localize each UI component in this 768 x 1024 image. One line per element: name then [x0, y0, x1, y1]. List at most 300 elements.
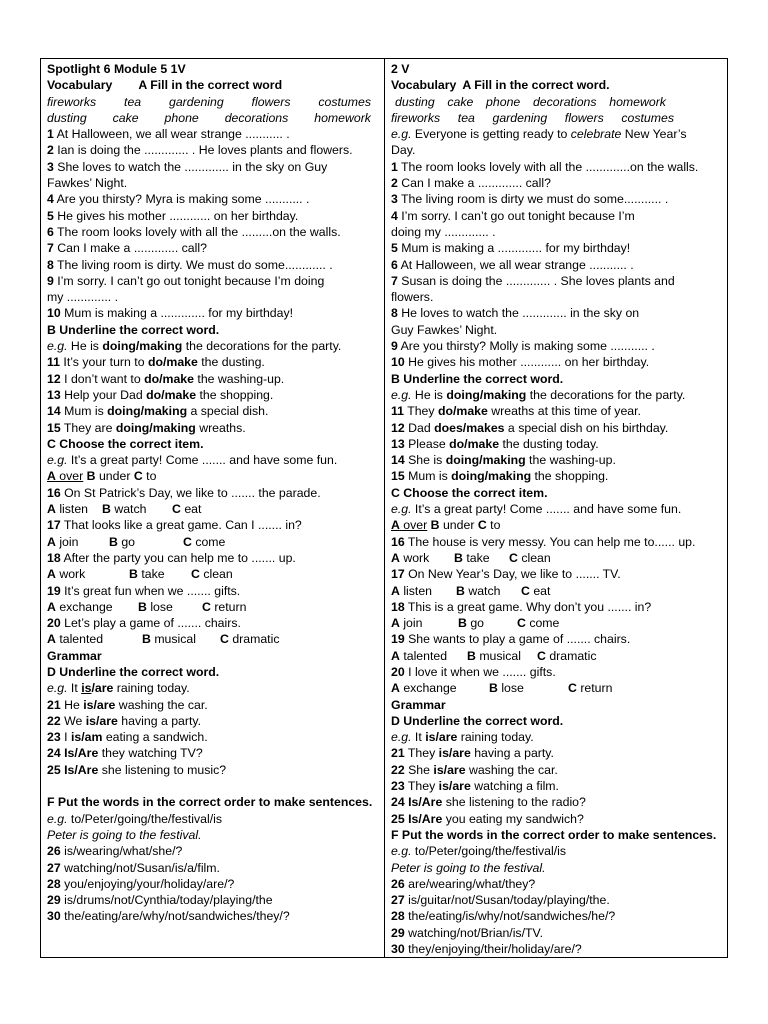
exercise-b-item: 15 Mum is doing/making the shopping. — [391, 469, 609, 484]
word-bank-word: tea — [124, 94, 142, 109]
option-a — [47, 534, 109, 550]
word-choice: is/are — [438, 779, 471, 794]
section-a-example: e.g. Everyone is getting ready to celebrate New Year’s — [391, 127, 687, 142]
exercise-a-item: 7 Can I make a ............. call? — [47, 241, 207, 256]
section-b-heading: B Underline the correct word. — [47, 322, 220, 337]
exercise-d-item: 22 We is/are having a party. — [47, 713, 202, 728]
option-letter: A — [391, 616, 400, 631]
item-number: 12 — [391, 420, 405, 435]
eg-label: e.g. — [391, 730, 412, 745]
item-number: 9 — [391, 339, 398, 354]
item-number: 7 — [391, 273, 398, 288]
item-number: 25 — [47, 762, 61, 777]
word-bank-word: tea — [457, 110, 475, 125]
section-c-heading: C Choose the correct item. — [391, 485, 548, 500]
exercise-a-item: 6 At Halloween, we all wear strange ........... . — [391, 257, 634, 272]
option-letter: C — [537, 648, 546, 663]
item-number: 19 — [47, 583, 61, 598]
section-f-example-answer: Peter is going to the festival. — [391, 860, 546, 875]
exercise-f-item: 26 is/wearing/what/she/? — [47, 844, 183, 859]
section-f-example: e.g. to/Peter/going/the/festival/is — [391, 844, 566, 859]
exercise-f-item: 27 watching/not/Susan/is/a/film. — [47, 860, 220, 875]
exercise-f-item: 28 the/eating/is/why/not/sandwiches/he/? — [391, 909, 616, 924]
item-number: 30 — [47, 909, 61, 924]
option-b — [454, 550, 509, 566]
grammar-heading: Grammar — [391, 697, 446, 712]
exercise-b-item: 14 Mum is doing/making a special dish. — [47, 404, 269, 419]
answer-options — [47, 534, 379, 550]
exercise-a-item: 5 Mum is making a ............. for my birthday! — [391, 241, 631, 256]
word-choice: doing/making — [445, 453, 526, 468]
option-letter: B — [86, 469, 96, 484]
option-a — [47, 501, 102, 517]
exercise-f-item: 26 are/wearing/what/they? — [391, 876, 536, 891]
exercise-f-item: 30 they/enjoying/their/holiday/are/? — [391, 942, 582, 957]
option-b — [109, 534, 183, 550]
answer-options — [47, 501, 379, 517]
option-letter: C — [568, 681, 577, 696]
exercise-a-item: my ............. . — [47, 290, 119, 305]
option-letter: A — [47, 632, 56, 647]
exercise-b-item: 12 Dad does/makes a special dish on his birthday. — [391, 420, 669, 435]
option-a — [47, 599, 138, 615]
item-number: 14 — [47, 404, 61, 419]
option-word: eat — [184, 502, 202, 517]
word-bank-row-2 — [47, 110, 379, 126]
word-bank-word: flowers — [251, 94, 291, 109]
option-word: dramatic — [232, 632, 280, 647]
item-number: 22 — [47, 713, 61, 728]
vocabulary-label: Vocabulary — [391, 78, 457, 93]
option-word: return — [580, 681, 613, 696]
option-a — [391, 615, 458, 631]
word-choice: Is/Are — [64, 762, 99, 777]
item-number: 16 — [391, 534, 405, 549]
option-a — [391, 680, 489, 696]
exercise-b-item: 11 They do/make wreaths at this time of year. — [391, 404, 641, 419]
exercise-a-item: 5 He gives his mother ............ on her birthday. — [47, 208, 299, 223]
exercise-f-item: 30 the/eating/are/why/not/sandwiches/they/? — [47, 909, 290, 924]
item-number: 3 — [47, 159, 54, 174]
answer-options — [391, 615, 722, 631]
option-word: come — [529, 616, 560, 631]
item-number: 22 — [391, 762, 405, 777]
word-bank-word: decorations — [224, 110, 289, 125]
item-number: 23 — [47, 730, 61, 745]
option-word: musical — [154, 632, 196, 647]
option-word: watch — [114, 502, 147, 517]
worksheet-title: Spotlight 6 Module 5 1V — [47, 62, 186, 76]
word-choice: do/make — [146, 387, 197, 402]
worksheet-column-variant-2 — [384, 59, 727, 957]
exercise-a-item: 8 The living room is dirty. We must do some............ . — [47, 257, 333, 272]
eg-label: e.g. — [47, 339, 68, 354]
item-number: 10 — [47, 306, 61, 321]
word-bank-word: costumes — [621, 110, 674, 125]
option-letter: A — [47, 534, 56, 549]
exercise-d-item: 24 Is/Are she listening to the radio? — [391, 795, 586, 810]
exercise-a-item: 10 Mum is making a ............. for my birthday! — [47, 306, 294, 321]
option-word: talented — [59, 632, 104, 647]
exercise-b-item: 13 Help your Dad do/make the shopping. — [47, 387, 274, 402]
word-choice: is/am — [70, 730, 103, 745]
option-c — [517, 615, 577, 631]
word-choice: doing/making — [107, 404, 188, 419]
exercise-f-item: 27 is/guitar/not/Susan/today/playing/the. — [391, 893, 610, 908]
option-word: clean — [521, 550, 551, 565]
word-bank-word: homework — [314, 110, 371, 125]
item-number: 15 — [391, 469, 405, 484]
exercise-a-item: 10 He gives his mother ............ on her birthday. — [391, 355, 650, 370]
worksheet-title: 2 V — [391, 62, 410, 76]
section-a-heading: A Fill in the correct word. — [462, 78, 610, 93]
option-letter: B — [138, 599, 147, 614]
word-choice: do/make — [449, 436, 500, 451]
word-bank-word: gardening — [169, 94, 224, 109]
word-choice: is/are — [83, 697, 116, 712]
word-bank-row-1 — [391, 94, 722, 110]
option-a — [391, 583, 456, 599]
word-choice: is/are — [438, 746, 471, 761]
underlined-answer: is — [81, 681, 92, 696]
word-bank-word: dusting — [395, 94, 435, 109]
option-b — [456, 583, 521, 599]
option-word: talented — [403, 648, 448, 663]
word-choice: doing/making — [102, 339, 183, 354]
option-c — [568, 680, 628, 696]
option-c — [183, 534, 243, 550]
eg-label: e.g. — [391, 502, 412, 517]
eg-label: e.g. — [47, 681, 68, 696]
word-choice: is/are — [81, 681, 114, 696]
option-a — [391, 648, 467, 664]
item-number: 18 — [47, 550, 61, 565]
exercise-c-item: 18 This is a great game. Why don’t you ....... in? — [391, 599, 652, 614]
option-word: lose — [150, 599, 173, 614]
option-letter: B — [430, 518, 440, 533]
item-number: 18 — [391, 599, 405, 614]
answer-options — [391, 680, 722, 696]
exercise-b-item: 11 It’s your turn to do/make the dusting. — [47, 355, 265, 370]
eg-label: e.g. — [391, 387, 412, 402]
eg-label: e.g. — [391, 844, 412, 859]
eg-label: e.g. — [391, 127, 412, 142]
section-c-heading: C Choose the correct item. — [47, 436, 204, 451]
item-number: 17 — [391, 567, 405, 582]
item-number: 29 — [391, 925, 405, 940]
option-word: join — [403, 616, 423, 631]
section-a-heading: A Fill in the correct word — [138, 78, 283, 93]
option-b — [102, 501, 172, 517]
exercise-b-item: 14 She is doing/making the washing-up. — [391, 453, 616, 468]
option-word: go — [121, 534, 135, 549]
exercise-d-item: 21 He is/are washing the car. — [47, 697, 208, 712]
word-choice: doing/making — [451, 469, 532, 484]
option-b — [467, 648, 537, 664]
option-c — [202, 599, 262, 615]
option-word: exchange — [59, 599, 113, 614]
option-letter: A — [47, 502, 56, 517]
word-choice: does/makes — [434, 420, 505, 435]
option-word: take — [141, 567, 165, 582]
section-b-heading: B Underline the correct word. — [391, 371, 564, 386]
exercise-d-item: 25 Is/Are she listening to music? — [47, 762, 227, 777]
option-letter: A — [391, 550, 400, 565]
word-bank-word: phone — [486, 94, 521, 109]
option-letter: B — [129, 567, 138, 582]
word-bank-row-2 — [391, 110, 722, 126]
item-number: 2 — [391, 176, 398, 191]
vocabulary-heading — [47, 77, 379, 93]
word-bank-word: fireworks — [47, 94, 97, 109]
exercise-a-item: 1 At Halloween, we all wear strange ........... . — [47, 127, 290, 142]
exercise-f-item: 29 watching/not/Brian/is/TV. — [391, 925, 543, 940]
option-letter: C — [509, 550, 518, 565]
option-word: listen — [59, 502, 89, 517]
word-choice: Is/Are — [408, 795, 443, 810]
word-choice: do/make — [147, 355, 198, 370]
word-choice: do/make — [144, 371, 194, 386]
exercise-a-item: Guy Fawkes’ Night. — [391, 322, 498, 337]
exercise-c-item: 17 On New Year’s Day, we like to ....... TV. — [391, 567, 621, 582]
section-d-example: e.g. It is/are raining today. — [391, 730, 534, 745]
exercise-f-item: 29 is/drums/not/Cynthia/today/playing/the — [47, 893, 273, 908]
word-bank-word: costumes — [318, 94, 371, 109]
exercise-b-item: 12 I don’t want to do/make the washing-up. — [47, 371, 285, 386]
item-number: 2 — [47, 143, 54, 158]
item-number: 1 — [391, 159, 398, 174]
exercise-a-item: flowers. — [391, 290, 434, 305]
eg-label: e.g. — [47, 811, 68, 826]
item-number: 11 — [391, 404, 404, 419]
item-number: 20 — [391, 664, 405, 679]
word-choice: is/are — [425, 730, 458, 745]
item-number: 13 — [47, 387, 61, 402]
option-word: take — [466, 550, 490, 565]
option-c — [537, 648, 617, 664]
section-c-example: e.g. It’s a great party! Come ....... and have some fun. — [47, 453, 338, 468]
option-a — [47, 566, 129, 582]
option-word: work — [403, 550, 430, 565]
word-bank-word: homework — [609, 94, 666, 109]
option-letter: C — [191, 567, 200, 582]
word-bank-word: fireworks — [391, 110, 441, 125]
item-number: 10 — [391, 355, 405, 370]
answer-options — [391, 648, 722, 664]
option-letter: A — [391, 518, 400, 533]
item-number: 23 — [391, 779, 405, 794]
worksheet-column-variant-1 — [41, 59, 384, 957]
section-c-example-options: A over B under C to — [391, 518, 501, 533]
item-number: 26 — [391, 876, 405, 891]
item-number: 3 — [391, 192, 398, 207]
exercise-d-item: 25 Is/Are you eating my sandwich? — [391, 811, 584, 826]
section-b-example: e.g. He is doing/making the decorations for the party. — [391, 387, 686, 402]
item-number: 21 — [391, 746, 405, 761]
item-number: 9 — [47, 273, 54, 288]
exercise-b-item: 15 They are doing/making wreaths. — [47, 420, 246, 435]
exercise-a-item: 9 I’m sorry. I can’t go out tonight because I’m doing — [47, 273, 325, 288]
eg-label: e.g. — [47, 453, 68, 468]
section-f-heading: F Put the words in the correct order to make sentences. — [47, 795, 373, 810]
word-choice: is/are — [85, 713, 118, 728]
option-b — [489, 680, 568, 696]
exercise-a-item: 1 The room looks lovely with all the .............on the walls. — [391, 159, 699, 174]
option-letter: C — [172, 502, 181, 517]
item-number: 28 — [391, 909, 405, 924]
answer-options — [391, 583, 722, 599]
word-bank-row-1 — [47, 94, 379, 110]
answer-options — [47, 631, 379, 647]
section-d-example: e.g. It is/are raining today. — [47, 681, 190, 696]
item-number: 11 — [47, 355, 60, 370]
option-word: dramatic — [549, 648, 597, 663]
exercise-c-item: 17 That looks like a great game. Can I ....... in? — [47, 518, 302, 533]
section-f-heading: F Put the words in the correct order to make sentences. — [391, 827, 717, 842]
word-choice: is/are — [433, 762, 466, 777]
item-number: 26 — [47, 844, 61, 859]
option-word: exchange — [403, 681, 457, 696]
section-d-heading: D Underline the correct word. — [391, 713, 564, 728]
option-c — [172, 501, 232, 517]
option-letter: B — [142, 632, 151, 647]
option-letter: A — [391, 583, 400, 598]
item-number: 21 — [47, 697, 61, 712]
option-c — [191, 566, 251, 582]
spacer — [47, 778, 379, 794]
word-bank-word: phone — [164, 110, 199, 125]
option-c — [509, 550, 569, 566]
option-word: go — [470, 616, 484, 631]
item-number: 5 — [391, 241, 398, 256]
item-number: 20 — [47, 616, 61, 631]
word-choice: do/make — [437, 404, 488, 419]
exercise-a-item: 2 Ian is doing the ............. . He loves plants and flowers. — [47, 143, 353, 158]
exercise-a-item: 3 The living room is dirty we must do some........... . — [391, 192, 669, 207]
section-d-heading: D Underline the correct word. — [47, 664, 220, 679]
item-number: 25 — [391, 811, 405, 826]
option-word: work — [59, 567, 86, 582]
item-number: 14 — [391, 453, 405, 468]
item-number: 13 — [391, 436, 405, 451]
exercise-f-item: 28 you/enjoying/your/holiday/are/? — [47, 876, 235, 891]
option-letter: A — [47, 599, 56, 614]
item-number: 27 — [391, 893, 405, 908]
item-number: 7 — [47, 241, 54, 256]
option-letter: B — [456, 583, 465, 598]
option-letter: B — [467, 648, 476, 663]
option-letter: B — [109, 534, 118, 549]
section-a-example-cont: Day. — [391, 143, 416, 158]
option-a — [47, 631, 142, 647]
option-b — [458, 615, 517, 631]
option-word: listen — [403, 583, 433, 598]
worksheet-table — [40, 58, 728, 958]
item-number: 30 — [391, 942, 405, 957]
option-letter: A — [47, 567, 56, 582]
option-letter: A — [391, 648, 400, 663]
item-number: 16 — [47, 485, 61, 500]
item-number: 15 — [47, 420, 61, 435]
option-word: musical — [479, 648, 521, 663]
exercise-a-item: 2 Can I make a ............. call? — [391, 176, 551, 191]
word-bank-word: gardening — [492, 110, 548, 125]
exercise-c-item: 19 It’s great fun when we ....... gifts. — [47, 583, 241, 598]
word-choice: Is/Are — [408, 811, 443, 826]
exercise-d-item: 22 She is/are washing the car. — [391, 762, 558, 777]
exercise-d-item: 24 Is/Are they watching TV? — [47, 746, 203, 761]
word-choice: doing/making — [446, 387, 527, 402]
option-letter: C — [517, 616, 526, 631]
word-bank-word: decorations — [532, 94, 597, 109]
answer-options — [391, 550, 722, 566]
exercise-c-item: 18 After the party you can help me to ....... up. — [47, 550, 296, 565]
option-letter: B — [489, 681, 498, 696]
exercise-a-item: 4 I’m sorry. I can’t go out tonight because I’m — [391, 208, 635, 223]
option-letter: C — [202, 599, 211, 614]
exercise-a-item: doing my ............. . — [391, 224, 496, 239]
option-c — [220, 631, 300, 647]
option-b — [142, 631, 220, 647]
option-letter: B — [454, 550, 463, 565]
item-number: 1 — [47, 127, 54, 142]
item-number: 6 — [47, 224, 54, 239]
exercise-a-item: 9 Are you thirsty? Molly is making some ........... . — [391, 339, 655, 354]
section-c-example: e.g. It’s a great party! Come ....... and have some fun. — [391, 502, 682, 517]
item-number: 4 — [47, 192, 54, 207]
vocabulary-label: Vocabulary — [47, 78, 113, 93]
option-word: watch — [468, 583, 501, 598]
exercise-c-item: 20 I love it when we ....... gifts. — [391, 664, 556, 679]
word-bank-word: cake — [447, 94, 474, 109]
answer-options — [47, 566, 379, 582]
grammar-heading: Grammar — [47, 648, 102, 663]
exercise-d-item: 21 They is/are having a party. — [391, 746, 554, 761]
word-choice: doing/making — [115, 420, 196, 435]
option-letter: C — [220, 632, 229, 647]
option-letter: B — [102, 502, 111, 517]
item-number: 5 — [47, 208, 54, 223]
exercise-d-item: 23 They is/are watching a film. — [391, 779, 559, 794]
exercise-a-item: 3 She loves to watch the ............. in the sky on Guy — [47, 159, 328, 174]
item-number: 12 — [47, 371, 61, 386]
word-bank-word: cake — [112, 110, 139, 125]
item-number: 24 — [47, 746, 61, 761]
item-number: 24 — [391, 795, 405, 810]
item-number: 17 — [47, 518, 61, 533]
option-word: come — [195, 534, 226, 549]
option-a — [391, 550, 454, 566]
option-b — [138, 599, 202, 615]
exercise-a-item: Fawkes’ Night. — [47, 176, 128, 191]
word-choice: Is/Are — [64, 746, 99, 761]
exercise-b-item: 13 Please do/make the dusting today. — [391, 436, 599, 451]
section-b-example: e.g. He is doing/making the decorations for the party. — [47, 339, 342, 354]
example-answer: A over — [47, 469, 84, 484]
exercise-a-item: 4 Are you thirsty? Myra is making some ........... . — [47, 192, 310, 207]
exercise-d-item: 23 I is/am eating a sandwich. — [47, 730, 208, 745]
exercise-c-item: 19 She wants to play a game of ....... chairs. — [391, 632, 631, 647]
exercise-c-item: 20 Let’s play a game of ....... chairs. — [47, 616, 241, 631]
item-number: 19 — [391, 632, 405, 647]
exercise-a-item: 8 He loves to watch the ............. in the sky on — [391, 306, 640, 321]
item-number: 8 — [391, 306, 398, 321]
option-letter: C — [133, 469, 143, 484]
item-number: 4 — [391, 208, 398, 223]
answer-options — [47, 599, 379, 615]
option-word: eat — [533, 583, 551, 598]
option-b — [129, 566, 191, 582]
